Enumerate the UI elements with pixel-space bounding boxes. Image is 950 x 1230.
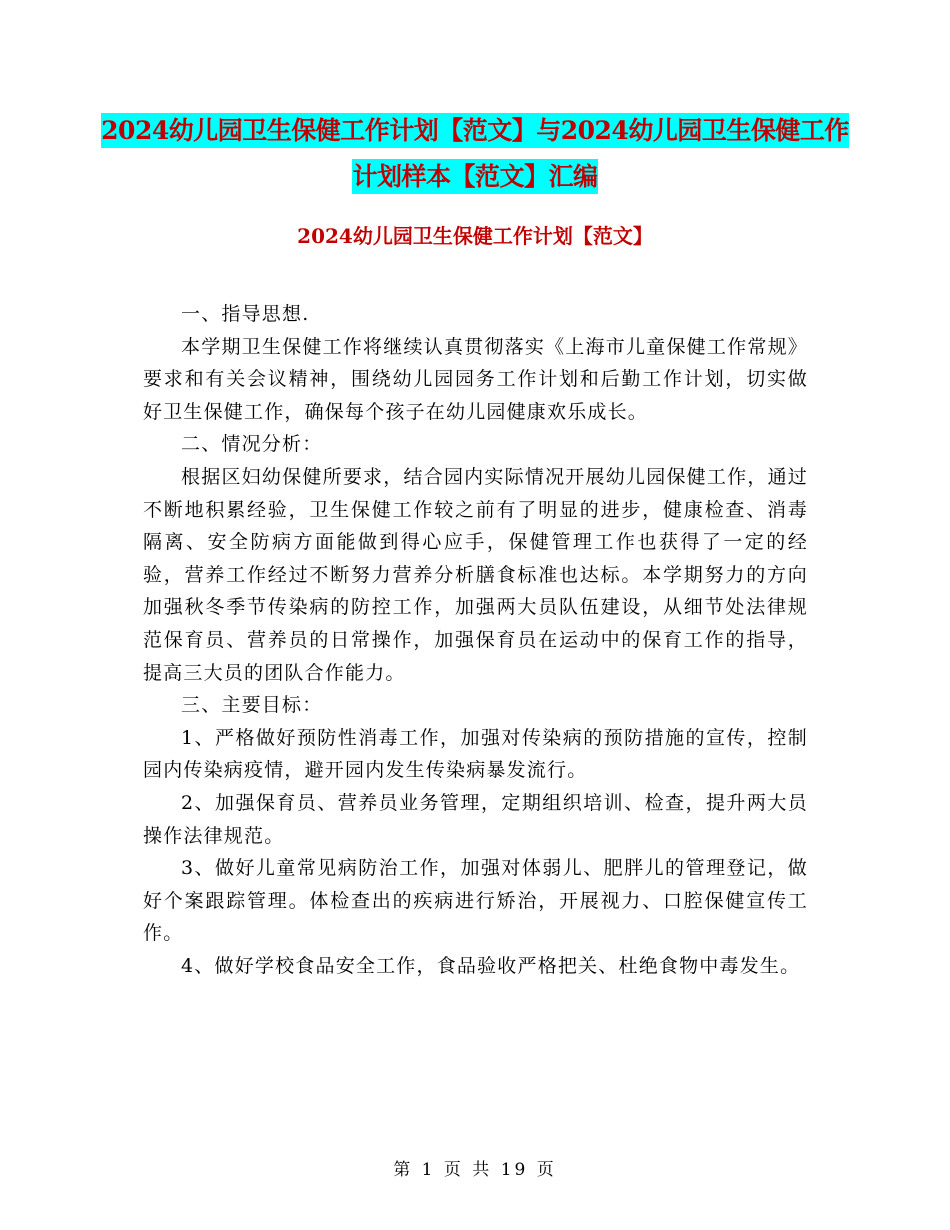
document-title-text: 2024幼儿园卫生保健工作计划【范文】与2024幼儿园卫生保健工作计划样本【范文】汇编 (101, 113, 849, 194)
paragraph-guiding-ideology: 本学期卫生保健工作将继续认真贯彻落实《上海市儿童保健工作常规》要求和有关会议精神，围绕幼儿园园务工作计划和后勤工作计划，切实做好卫生保健工作，确保每个孩子在幼儿园健康欢乐成长。 (143, 335, 808, 423)
section-title: 2024幼儿园卫生保健工作计划【范文】 (297, 224, 653, 248)
goal-item-4: 4、做好学校食品安全工作，食品验收严格把关、杜绝食物中毒发生。 (181, 954, 801, 977)
goal-item-2: 2、加强保育员、营养员业务管理，定期组织培训、检查，提升两大员操作法律规范。 (143, 791, 808, 847)
page-number-footer: 第 1 页 共 19 页 (393, 1160, 557, 1180)
goal-item-3: 3、做好儿童常见病防治工作，加强对体弱儿、肥胖儿的管理登记，做好个案跟踪管理。体检查出的疾病进行矫治，开展视力、口腔保健宣传工作。 (143, 857, 808, 945)
heading-main-goals: 三、主要目标： (181, 694, 323, 717)
document-body (143, 298, 808, 982)
heading-situation-analysis: 二、情况分析： (181, 433, 323, 456)
heading-guiding-ideology: 一、指导思想. (181, 303, 310, 325)
paragraph-situation-analysis: 根据区妇幼保健所要求，结合园内实际情况开展幼儿园保健工作，通过不断地积累经验，卫生保健工作较之前有了明显的进步，健康检查、消毒隔离、安全防病方面能做到得心应手，保健管理工作也获得了一定的经验，营养工作经过不断努力营养分析膳食标准也达标。本学期努力的方向加强秋冬季节传染病的防控工作，加强两大员队伍建设，从细节处法律规范保育员、营养员的日常操作，加强保育员在运动中的保育工作的指导，提高三大员的团队合作能力。 (143, 465, 808, 684)
goal-item-1: 1、严格做好预防性消毒工作，加强对传染病的预防措施的宣传，控制园内传染病疫情，避开园内发生传染病暴发流行。 (143, 726, 808, 782)
document-title (100, 108, 850, 200)
